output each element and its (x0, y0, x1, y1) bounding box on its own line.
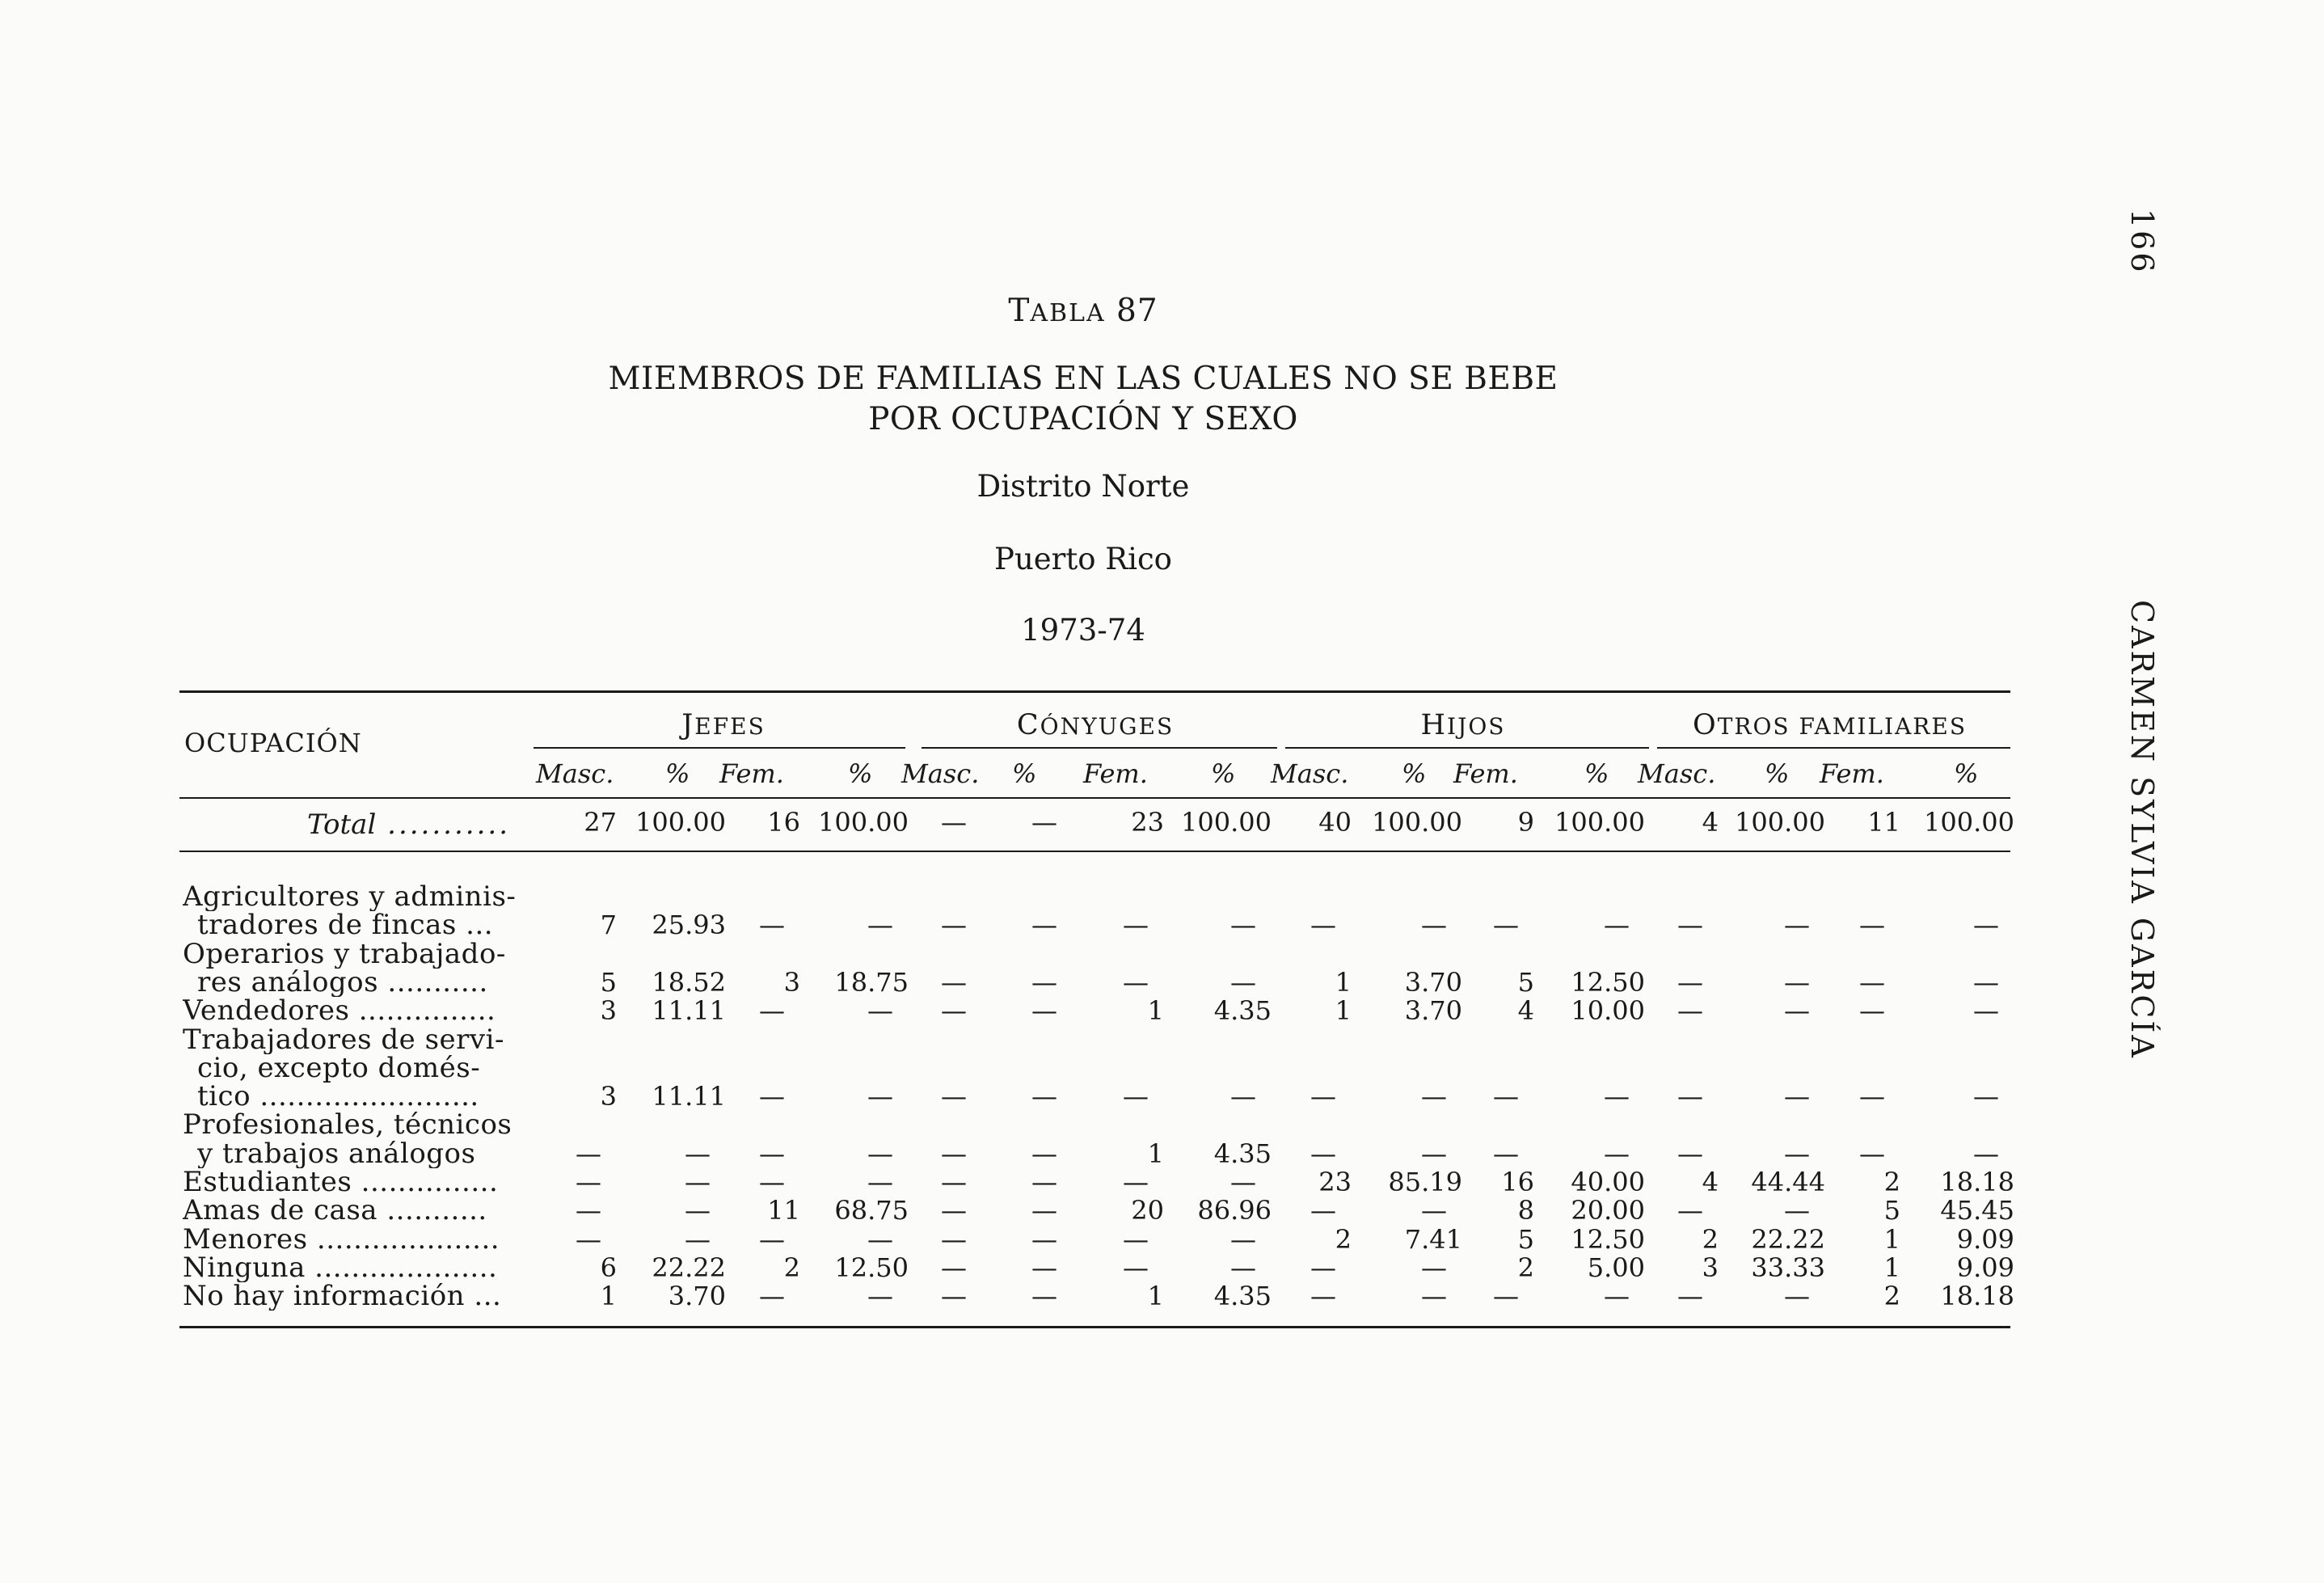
table-cell: 86.96 (1197, 1195, 1272, 1226)
group-underline (534, 747, 905, 749)
table-cell: — (1310, 1252, 1336, 1283)
row-label-line: Vendedores ............... (183, 997, 496, 1026)
total-value: 40 (1318, 807, 1352, 838)
table-cell: — (1310, 1195, 1336, 1226)
table-cell: 10.00 (1571, 995, 1645, 1027)
table-cell: 1 (1335, 966, 1352, 998)
group-underline (922, 747, 1277, 749)
table-cell: 2 (1335, 1223, 1352, 1255)
table-cell: — (1677, 1281, 1703, 1312)
table-cell: 3 (600, 1081, 617, 1112)
table-cell: 5.00 (1587, 1252, 1645, 1283)
table-cell: 33.33 (1751, 1252, 1825, 1283)
table-cell: — (1973, 910, 1999, 941)
table-cell: 18.18 (1940, 1167, 2014, 1197)
table-cell: — (1859, 1081, 1885, 1112)
total-value: 100.00 (1735, 807, 1825, 838)
table-cell: — (576, 1195, 601, 1226)
table-cell: — (759, 995, 785, 1027)
table-cell: 2 (1883, 1281, 1900, 1312)
table-cell: — (1421, 1081, 1447, 1112)
table-cell: — (1859, 910, 1885, 941)
table-cell: 2 (783, 1252, 800, 1283)
table-cell: 5 (1883, 1195, 1900, 1226)
table-cell: — (941, 1081, 967, 1112)
table-cell: — (867, 1138, 893, 1169)
column-subheader: Masc. (1638, 758, 1716, 789)
row-label-line: res análogos ........... (197, 968, 488, 997)
column-subheader: Fem. (1083, 758, 1148, 789)
row-label-line: Trabajadores de servi- (183, 1025, 504, 1054)
table-cell: — (1784, 1281, 1810, 1312)
table-cell: — (941, 1223, 967, 1255)
table-cell: — (1973, 1081, 1999, 1112)
table-cell: 11.11 (652, 995, 726, 1027)
table-cell: — (1421, 1138, 1447, 1169)
row-label-line: cio, excepto domés- (197, 1053, 481, 1083)
table-cell: — (1031, 1252, 1057, 1283)
row-label-line: Profesionales, técnicos (183, 1111, 512, 1140)
table-cell: — (941, 910, 967, 941)
table-cell: — (1973, 1138, 1999, 1169)
total-value: 16 (767, 807, 800, 838)
row-label-line: Ninguna .................... (183, 1253, 498, 1282)
column-subheader: Masc. (1271, 758, 1349, 789)
table-cell: 11.11 (652, 1081, 726, 1112)
table-cell: — (759, 1138, 785, 1169)
table-cell: 5 (1517, 966, 1534, 998)
table-cell: 3 (600, 995, 617, 1027)
table-cell: 1 (1147, 1138, 1164, 1169)
row-label-line: tradores de fincas ... (197, 911, 494, 940)
table-cell: 7 (600, 910, 617, 941)
table-cell: — (1859, 1138, 1885, 1169)
table-cell: 5 (1517, 1223, 1534, 1255)
table-cell: — (867, 910, 893, 941)
table-cell: — (867, 1081, 893, 1112)
table-cell: 1 (1147, 1281, 1164, 1312)
row-label-line: y trabajos análogos (197, 1139, 476, 1168)
table-label: TABLA 87 (1008, 293, 1158, 329)
table-cell: — (1230, 966, 1256, 998)
table-cell: — (1493, 910, 1519, 941)
table-cell: — (1031, 1223, 1057, 1255)
table-cell: 9.09 (1956, 1252, 2014, 1283)
total-value: 9 (1517, 807, 1534, 838)
table-cell: 18.75 (834, 966, 909, 998)
table-cell: — (867, 995, 893, 1027)
column-subheader: Fem. (1820, 758, 1884, 789)
table-cell: — (1677, 995, 1703, 1027)
table-cell: — (1677, 910, 1703, 941)
total-bottom-rule (179, 851, 2010, 852)
group-underline (1285, 747, 1649, 749)
table-cell: 2 (1883, 1167, 1900, 1197)
table-cell: 16 (1501, 1167, 1534, 1197)
table-cell: 12.50 (834, 1252, 909, 1283)
table-cell: — (1859, 966, 1885, 998)
table-cell: 2 (1702, 1223, 1719, 1255)
table-cell: 18.18 (1940, 1281, 2014, 1312)
row-label-line: No hay información ... (183, 1282, 502, 1311)
row-label-line: Estudiantes ............... (183, 1168, 499, 1197)
table-cell: 4.35 (1213, 1138, 1272, 1169)
table-cell: — (1230, 1081, 1256, 1112)
table-cell: — (1123, 1167, 1149, 1197)
row-label-line: Agricultores y adminis- (183, 883, 517, 911)
row-label-line: Operarios y trabajado- (183, 939, 506, 969)
table-cell: 4 (1517, 995, 1534, 1027)
table-cell: — (576, 1167, 601, 1197)
table-cell: 12.50 (1571, 966, 1645, 998)
running-head-author: CARMEN SYLVIA GARCÍA (2124, 600, 2160, 1060)
column-subheader: Fem. (719, 758, 784, 789)
row-label-line: Amas de casa ........... (183, 1197, 487, 1226)
table-cell: — (1677, 1081, 1703, 1112)
table-cell: 2 (1517, 1252, 1534, 1283)
table-cell: — (1973, 966, 1999, 998)
total-value: 100.00 (818, 807, 909, 838)
table-cell: — (1031, 966, 1057, 998)
table-cell: — (941, 1252, 967, 1283)
table-cell: — (1031, 1138, 1057, 1169)
table-cell: 1 (1335, 995, 1352, 1027)
table-cell: 1 (1147, 995, 1164, 1027)
table-cell: — (1031, 910, 1057, 941)
table-cell: — (867, 1281, 893, 1312)
total-label: Total ........... (307, 808, 511, 841)
row-label-line: tico ........................ (197, 1083, 479, 1112)
table-cell: — (1493, 1281, 1519, 1312)
table-cell: — (1493, 1081, 1519, 1112)
table-cell: 45.45 (1940, 1195, 2014, 1226)
table-cell: — (1123, 910, 1149, 941)
table-cell: — (759, 1081, 785, 1112)
total-value: 11 (1867, 807, 1900, 838)
column-subheader: % (1012, 758, 1037, 789)
table-cell: — (1031, 1081, 1057, 1112)
table-cell: — (867, 1167, 893, 1197)
table-cell: — (1421, 1252, 1447, 1283)
table-cell: 68.75 (834, 1195, 909, 1226)
table-cell: 18.52 (652, 966, 726, 998)
table-cell: — (1604, 1281, 1630, 1312)
table-cell: — (1421, 910, 1447, 941)
table-cell: — (941, 1195, 967, 1226)
subtitle-year: 1973-74 (1021, 613, 1145, 648)
table-cell: 22.22 (652, 1252, 726, 1283)
total-value: 27 (584, 807, 617, 838)
total-value: 23 (1131, 807, 1164, 838)
table-cell: — (1230, 910, 1256, 941)
table-cell: — (1310, 1081, 1336, 1112)
table-cell: 85.19 (1388, 1167, 1462, 1197)
table-cell: — (941, 966, 967, 998)
table-cell: — (685, 1223, 711, 1255)
table-cell: 3.70 (668, 1281, 726, 1312)
column-subheader: % (1584, 758, 1609, 789)
table-cell: — (1123, 966, 1149, 998)
group-underline (1657, 747, 2010, 749)
table-cell: — (1310, 1281, 1336, 1312)
table-cell: 4 (1702, 1167, 1719, 1197)
table-cell: — (685, 1195, 711, 1226)
table-cell: 5 (600, 966, 617, 998)
row-label-line: Menores .................... (183, 1225, 500, 1254)
table-cell: — (941, 995, 967, 1027)
table-cell: 8 (1517, 1195, 1534, 1226)
total-value: — (941, 807, 967, 838)
table-cell: — (1230, 1167, 1256, 1197)
table-cell: 11 (767, 1195, 800, 1226)
table-cell: — (941, 1167, 967, 1197)
table-cell: 1 (600, 1281, 617, 1312)
table-cell: — (576, 1138, 601, 1169)
table-cell: — (1604, 1081, 1630, 1112)
table-cell: — (1230, 1223, 1256, 1255)
table-cell: — (1784, 1081, 1810, 1112)
occupation-header: OCUPACIÓN (184, 728, 362, 758)
subtitle-district: Distrito Norte (976, 469, 1190, 504)
table-cell: — (1031, 1281, 1057, 1312)
total-value: 4 (1702, 807, 1719, 838)
table-cell: 1 (1883, 1223, 1900, 1255)
top-rule (179, 690, 2010, 693)
table-cell: — (1031, 995, 1057, 1027)
group-header: OTROS FAMILIARES (1692, 709, 1968, 741)
column-subheader: % (1402, 758, 1427, 789)
table-title-line-2: POR OCUPACIÓN Y SEXO (868, 401, 1298, 437)
total-value: 100.00 (1554, 807, 1645, 838)
table-cell: — (759, 1167, 785, 1197)
column-subheader: % (1765, 758, 1790, 789)
page-number: 166 (2124, 209, 2160, 275)
column-subheader: % (1211, 758, 1236, 789)
total-value: 100.00 (1924, 807, 2014, 838)
table-cell: — (1310, 910, 1336, 941)
total-value: 100.00 (635, 807, 726, 838)
table-cell: 12.50 (1571, 1223, 1645, 1255)
table-cell: — (1123, 1252, 1149, 1283)
table-cell: — (759, 1223, 785, 1255)
column-subheader: % (848, 758, 873, 789)
table-cell: 25.93 (652, 910, 726, 941)
table-cell: — (685, 1138, 711, 1169)
table-cell: — (1784, 1195, 1810, 1226)
column-subheader: % (1954, 758, 1979, 789)
table-cell: — (1784, 966, 1810, 998)
column-subheader: Masc. (901, 758, 980, 789)
total-value: — (1031, 807, 1057, 838)
group-header: HIJOS (1420, 709, 1506, 741)
table-cell: — (759, 910, 785, 941)
table-cell: — (1123, 1081, 1149, 1112)
group-header: JEFES (681, 709, 766, 741)
table-cell: 7.41 (1404, 1223, 1462, 1255)
table-cell: 40.00 (1571, 1167, 1645, 1197)
table-cell: 20.00 (1571, 1195, 1645, 1226)
table-cell: — (867, 1223, 893, 1255)
table-cell: — (1677, 1195, 1703, 1226)
table-cell: 9.09 (1956, 1223, 2014, 1255)
total-value: 100.00 (1372, 807, 1462, 838)
table-cell: 3 (1702, 1252, 1719, 1283)
table-cell: — (1604, 910, 1630, 941)
subtitle-place: Puerto Rico (994, 542, 1172, 576)
table-cell: — (1677, 966, 1703, 998)
total-value: 100.00 (1181, 807, 1272, 838)
table-cell: 3 (783, 966, 800, 998)
table-cell: — (685, 1167, 711, 1197)
table-cell: — (941, 1281, 967, 1312)
table-cell: 1 (1883, 1252, 1900, 1283)
column-subheader: Masc. (536, 758, 614, 789)
table-cell: — (759, 1281, 785, 1312)
group-header: CÓNYUGES (1016, 709, 1175, 741)
header-bottom-rule (179, 797, 2010, 799)
table-cell: 20 (1131, 1195, 1164, 1226)
table-cell: — (1421, 1195, 1447, 1226)
table-cell: — (1859, 995, 1885, 1027)
bottom-rule (179, 1326, 2010, 1328)
table-cell: — (1421, 1281, 1447, 1312)
table-cell: — (1031, 1195, 1057, 1226)
table-cell: — (1310, 1138, 1336, 1169)
table-cell: — (1123, 1223, 1149, 1255)
table-cell: 44.44 (1751, 1167, 1825, 1197)
table-cell: 4.35 (1213, 995, 1272, 1027)
table-cell: — (1784, 910, 1810, 941)
table-cell: 3.70 (1404, 995, 1462, 1027)
column-subheader: Fem. (1453, 758, 1518, 789)
table-cell: — (1677, 1138, 1703, 1169)
table-cell: 6 (600, 1252, 617, 1283)
table-cell: — (1604, 1138, 1630, 1169)
table-cell: — (941, 1138, 967, 1169)
table-cell: 3.70 (1404, 966, 1462, 998)
table-cell: — (1230, 1252, 1256, 1283)
table-cell: — (1973, 995, 1999, 1027)
table-cell: — (1784, 995, 1810, 1027)
table-cell: — (1493, 1138, 1519, 1169)
table-cell: — (576, 1223, 601, 1255)
table-cell: 22.22 (1751, 1223, 1825, 1255)
table-cell: 4.35 (1213, 1281, 1272, 1312)
table-cell: — (1784, 1138, 1810, 1169)
table-cell: — (1031, 1167, 1057, 1197)
table-title-line-1: MIEMBROS DE FAMILIAS EN LAS CUALES NO SE BEBE (608, 361, 1558, 397)
table-cell: 23 (1318, 1167, 1352, 1197)
column-subheader: % (665, 758, 690, 789)
